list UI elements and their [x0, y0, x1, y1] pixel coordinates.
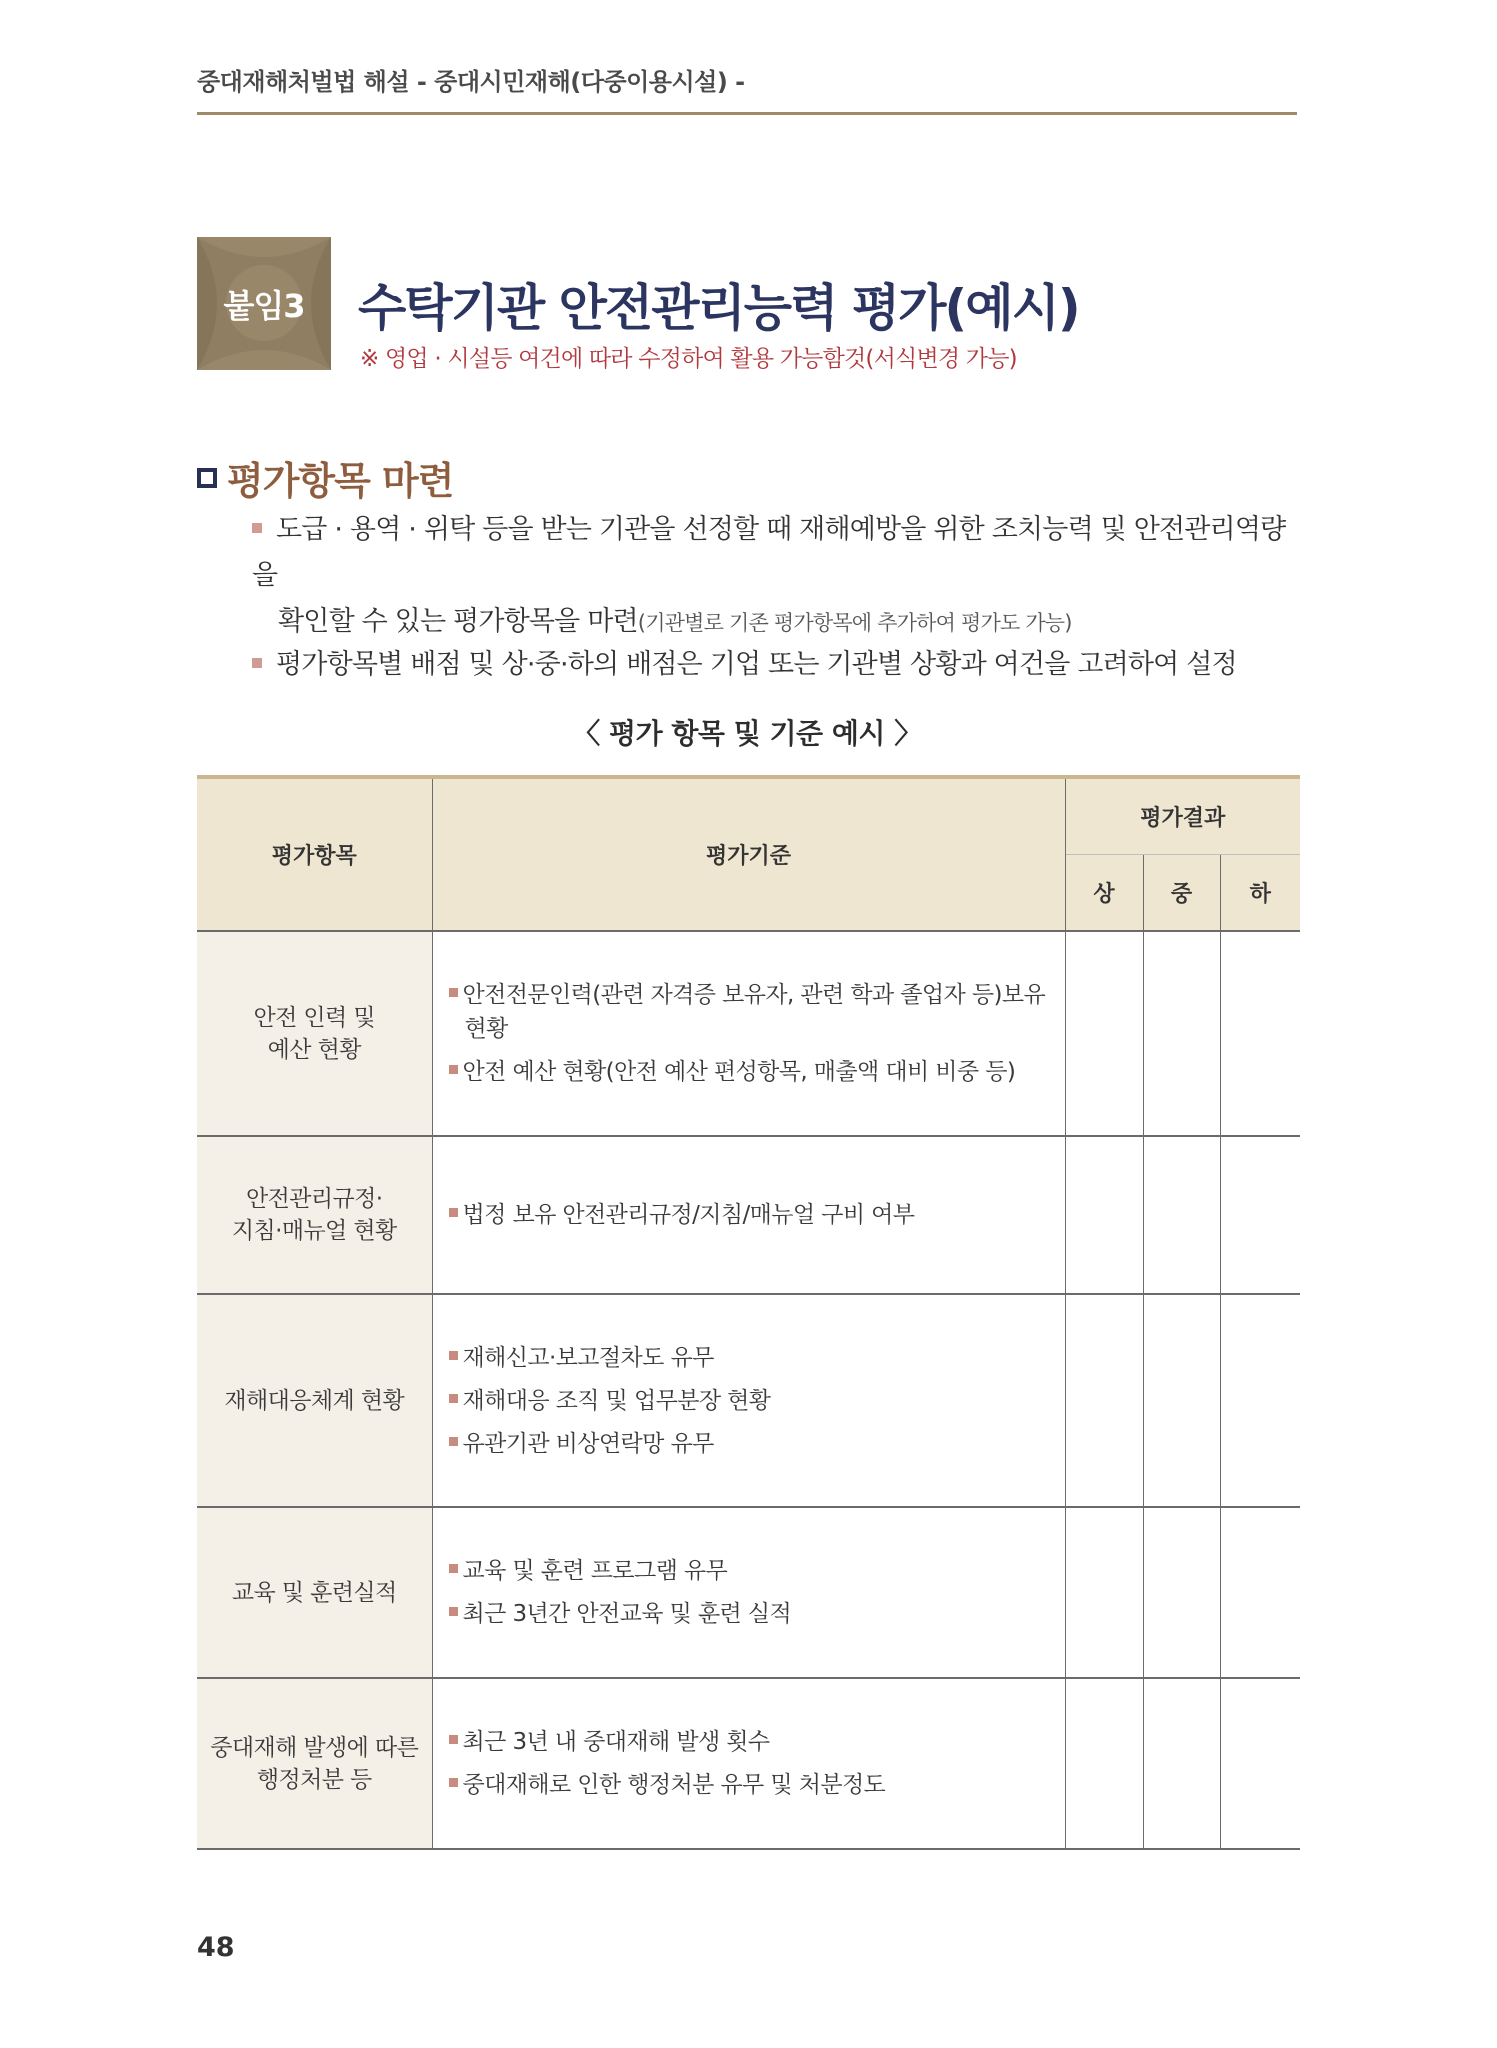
row-category — [197, 1678, 432, 1849]
criteria-marker-icon — [449, 1564, 458, 1573]
header-mid: 중 — [1143, 854, 1220, 931]
criteria-item — [445, 978, 1053, 1046]
row-category-line: 교육 및 훈련실적 — [231, 1579, 397, 1606]
bullet-item-1 — [252, 507, 1302, 646]
criteria-text: 중대재해로 인한 행정처분 유무 및 처분정도 — [462, 1772, 886, 1798]
appendix-note: ※ 영업 · 시설등 여건에 따라 수정하여 활용 가능함것(서식변경 가능) — [360, 346, 1017, 372]
bullet-1-note: (기관별로 기존 평가항목에 추가하여 평가도 가능) — [637, 611, 1072, 635]
criteria-text: 안전전문인력(관련 자격증 보유자, 관련 학과 졸업자 등)보유 현황 — [462, 982, 1046, 1042]
result-mid-cell[interactable] — [1143, 1678, 1220, 1849]
criteria-marker-icon — [449, 1735, 458, 1744]
criteria-marker-icon — [449, 988, 458, 997]
header-criteria: 평가기준 — [432, 777, 1065, 931]
table-row — [197, 1136, 1300, 1294]
criteria-text: 법정 보유 안전관리규정/지침/매뉴얼 구비 여부 — [462, 1202, 915, 1228]
result-low-cell[interactable] — [1220, 931, 1300, 1136]
criteria-marker-icon — [449, 1394, 458, 1403]
table-row — [197, 1678, 1300, 1849]
result-low-cell[interactable] — [1220, 1136, 1300, 1294]
criteria-item — [445, 1198, 1053, 1232]
bullet-item-2 — [252, 642, 1302, 688]
header-rule — [197, 112, 1297, 115]
table-row — [197, 1294, 1300, 1507]
row-category-line: 안전 인력 및 — [253, 1004, 375, 1031]
appendix-title: 수탁기관 안전관리능력 평가(예시) — [358, 279, 1079, 337]
result-low-cell[interactable] — [1220, 1507, 1300, 1678]
criteria-item — [445, 1427, 1053, 1461]
result-high-cell[interactable] — [1065, 931, 1143, 1136]
criteria-marker-icon — [449, 1208, 458, 1217]
criteria-item — [445, 1554, 1053, 1588]
result-mid-cell[interactable] — [1143, 1294, 1220, 1507]
running-header: 중대재해처벌법 해설 - 중대시민재해(다중이용시설) - — [197, 68, 745, 96]
criteria-text: 재해대응 조직 및 업무분장 현황 — [462, 1387, 771, 1414]
row-criteria — [432, 1294, 1065, 1507]
criteria-marker-icon — [449, 1778, 458, 1787]
bullet-marker-icon — [252, 523, 262, 533]
criteria-item — [445, 1341, 1053, 1375]
square-bullet-icon — [197, 468, 217, 488]
criteria-marker-icon — [449, 1437, 458, 1446]
row-category-line: 예산 현황 — [267, 1036, 361, 1063]
criteria-marker-icon — [449, 1065, 458, 1074]
criteria-item — [445, 1768, 1053, 1802]
row-criteria — [432, 931, 1065, 1136]
criteria-item — [445, 1725, 1053, 1759]
criteria-item — [445, 1384, 1053, 1418]
appendix-badge-label: 붙임3 — [223, 287, 305, 325]
criteria-item — [445, 1597, 1053, 1631]
result-mid-cell[interactable] — [1143, 1136, 1220, 1294]
evaluation-table — [197, 775, 1300, 1850]
appendix-badge — [197, 237, 331, 370]
row-criteria — [432, 1678, 1065, 1849]
criteria-text: 최근 3년간 안전교육 및 훈련 실적 — [462, 1601, 792, 1627]
bullet-1-line-1: 도급 · 용역 · 위탁 등을 받는 기관을 선정할 때 재해예방을 위한 조치능력 및 안전관리역량을 — [252, 514, 1286, 591]
bullet-1-line-2-wrap — [252, 599, 1302, 646]
criteria-text: 유관기관 비상연락망 유무 — [462, 1430, 714, 1457]
bullet-1-line-2: 확인할 수 있는 평가항목을 마련 — [278, 606, 638, 637]
result-low-cell[interactable] — [1220, 1294, 1300, 1507]
row-category — [197, 931, 432, 1136]
section-heading-text: 평가항목 마련 — [227, 459, 454, 503]
result-high-cell[interactable] — [1065, 1294, 1143, 1507]
row-category-line: 행정처분 등 — [256, 1766, 372, 1793]
row-category — [197, 1294, 432, 1507]
table-row — [197, 931, 1300, 1136]
result-low-cell[interactable] — [1220, 1678, 1300, 1849]
row-category-line: 재해대응체계 현황 — [224, 1387, 405, 1414]
row-category — [197, 1136, 432, 1294]
header-high: 상 — [1065, 854, 1143, 931]
criteria-text: 교육 및 훈련 프로그램 유무 — [462, 1558, 728, 1584]
header-low: 하 — [1220, 854, 1300, 931]
criteria-marker-icon — [449, 1351, 458, 1360]
criteria-marker-icon — [449, 1607, 458, 1616]
section-heading — [197, 450, 997, 505]
result-high-cell[interactable] — [1065, 1678, 1143, 1849]
bullet-marker-icon — [252, 658, 262, 668]
result-high-cell[interactable] — [1065, 1507, 1143, 1678]
page-number: 48 — [197, 1932, 235, 1963]
header-category: 평가항목 — [197, 777, 432, 931]
row-criteria — [432, 1507, 1065, 1678]
row-category-line: 안전관리규정· — [246, 1186, 383, 1212]
bullet-2-line-1: 평가항목별 배점 및 상·중·하의 배점은 기업 또는 기관별 상황과 여건을 고려하여 설정 — [276, 649, 1237, 680]
row-category-line: 중대재해 발생에 따른 — [210, 1734, 419, 1761]
table-caption: 〈 평가 항목 및 기준 예시 〉 — [572, 717, 922, 750]
row-category — [197, 1507, 432, 1678]
row-category-line: 지침·매뉴얼 현황 — [231, 1218, 397, 1244]
result-mid-cell[interactable] — [1143, 1507, 1220, 1678]
criteria-text: 재해신고·보고절차도 유무 — [462, 1344, 714, 1371]
table-row — [197, 1507, 1300, 1678]
criteria-text: 최근 3년 내 중대재해 발생 횟수 — [462, 1729, 770, 1755]
header-result: 평가결과 — [1065, 777, 1300, 854]
row-criteria — [432, 1136, 1065, 1294]
result-high-cell[interactable] — [1065, 1136, 1143, 1294]
criteria-text: 안전 예산 현황(안전 예산 편성항목, 매출액 대비 비중 등) — [462, 1059, 1016, 1085]
criteria-item — [445, 1055, 1053, 1089]
result-mid-cell[interactable] — [1143, 931, 1220, 1136]
